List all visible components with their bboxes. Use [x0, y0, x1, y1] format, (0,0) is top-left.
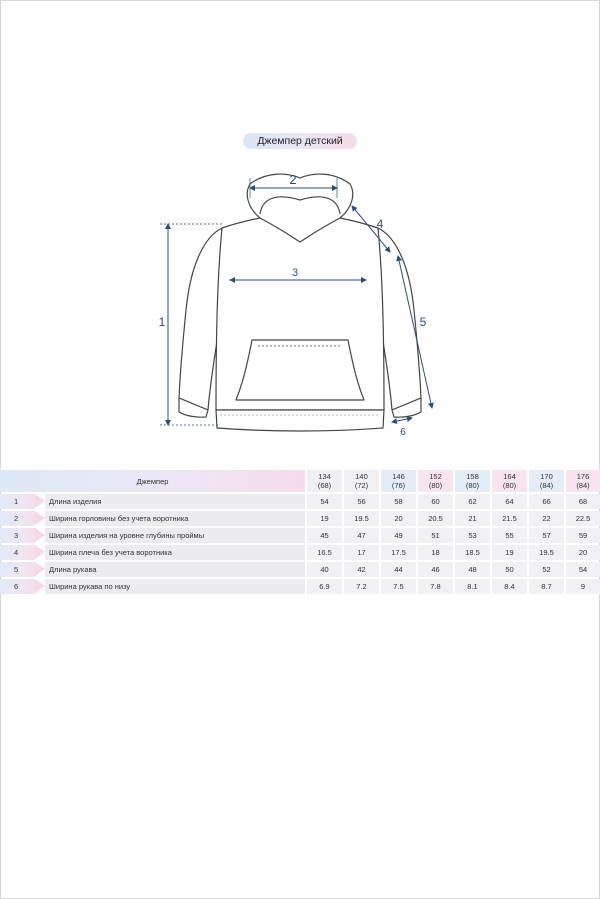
measurement-value: 49: [379, 528, 416, 543]
size-sub: (80): [428, 481, 443, 490]
measurement-value: 19: [490, 545, 527, 560]
header-label: Джемпер: [0, 470, 305, 492]
size-header: [342, 470, 379, 492]
measurement-value: 55: [490, 528, 527, 543]
measurement-value: 16.5: [305, 545, 342, 560]
measurement-value: 68: [564, 494, 600, 509]
row-number: 5: [0, 562, 35, 577]
table-row: [0, 528, 600, 543]
table-row: [0, 579, 600, 594]
table-row: [0, 562, 600, 577]
diagram-label-4: 4: [376, 217, 384, 231]
measurement-value: 20: [564, 545, 600, 560]
measurement-value: 6.9: [305, 579, 342, 594]
size-header: [453, 470, 490, 492]
size-sub: (72): [354, 481, 369, 490]
size-value: 158: [466, 472, 479, 481]
measurement-value: 17.5: [379, 545, 416, 560]
size-header: [490, 470, 527, 492]
row-arrow: [35, 528, 45, 543]
measurement-value: 46: [416, 562, 453, 577]
measurement-value: 57: [527, 528, 564, 543]
measurement-value: 7.8: [416, 579, 453, 594]
measurement-value: 18.5: [453, 545, 490, 560]
diagram-label-3: 3: [291, 267, 299, 279]
measurement-value: 7.2: [342, 579, 379, 594]
size-value: 170: [540, 472, 553, 481]
row-arrow: [35, 494, 45, 509]
measurement-value: 19: [305, 511, 342, 526]
size-value: 146: [392, 472, 405, 481]
measurement-name: Ширина плеча без учета воротника: [45, 545, 305, 560]
measurement-value: 54: [564, 562, 600, 577]
row-arrow: [35, 562, 45, 577]
row-number: 3: [0, 528, 35, 543]
measurement-value: 9: [564, 579, 600, 594]
measurement-value: 21: [453, 511, 490, 526]
measurement-value: 54: [305, 494, 342, 509]
measurement-value: 8.1: [453, 579, 490, 594]
row-number: 2: [0, 511, 35, 526]
arrow-right-icon: [35, 562, 45, 576]
arrow-right-icon: [35, 511, 45, 525]
row-number: 6: [0, 579, 35, 594]
measurement-value: 48: [453, 562, 490, 577]
row-arrow: [35, 579, 45, 594]
size-value: 134: [318, 472, 331, 481]
size-sub: (84): [539, 481, 554, 490]
size-sub: (80): [465, 481, 480, 490]
measurement-value: 59: [564, 528, 600, 543]
row-arrow: [35, 545, 45, 560]
measurement-value: 7.5: [379, 579, 416, 594]
diagram-label-2: 2: [289, 172, 297, 187]
diagram-label-6: 6: [400, 427, 406, 438]
arrow-right-icon: [35, 494, 45, 508]
measurement-value: 64: [490, 494, 527, 509]
arrow-right-icon: [35, 579, 45, 593]
size-header: [379, 470, 416, 492]
measurement-value: 62: [453, 494, 490, 509]
diagram-label-5: 5: [419, 315, 427, 329]
size-sub: (68): [317, 481, 332, 490]
size-sub: (84): [576, 481, 590, 490]
measurement-value: 20: [379, 511, 416, 526]
measurement-value: 18: [416, 545, 453, 560]
measurement-value: 8.4: [490, 579, 527, 594]
measurement-value: 47: [342, 528, 379, 543]
size-header: [527, 470, 564, 492]
size-value: 152: [429, 472, 442, 481]
measurement-name: Ширина горловины без учета воротника: [45, 511, 305, 526]
size-header: [416, 470, 453, 492]
measurement-value: 51: [416, 528, 453, 543]
measurement-value: 8.7: [527, 579, 564, 594]
measurement-name: Длина изделия: [45, 494, 305, 509]
hoodie-outline: [179, 174, 421, 431]
size-header: [564, 470, 600, 492]
size-table-header: [0, 470, 600, 492]
measurement-value: 20.5: [416, 511, 453, 526]
measurement-value: 66: [527, 494, 564, 509]
size-value: 140: [355, 472, 368, 481]
size-table: [0, 468, 600, 596]
measurement-value: 21.5: [490, 511, 527, 526]
measurement-value: 19.5: [527, 545, 564, 560]
measurement-value: 19.5: [342, 511, 379, 526]
measurement-name: Ширина рукава по низу: [45, 579, 305, 594]
arrow-right-icon: [35, 545, 45, 559]
page-title: Джемпер детский: [243, 133, 357, 149]
size-value: 164: [503, 472, 516, 481]
size-value: 176: [576, 472, 590, 481]
hoodie-diagram: [150, 160, 450, 445]
table-row: [0, 545, 600, 560]
measurement-value: 56: [342, 494, 379, 509]
measurement-value: 53: [453, 528, 490, 543]
measurement-value: 44: [379, 562, 416, 577]
measurement-value: 60: [416, 494, 453, 509]
size-header: [305, 470, 342, 492]
measurement-name: Длина рукава: [45, 562, 305, 577]
measurement-value: 58: [379, 494, 416, 509]
diagram-label-1: 1: [158, 315, 166, 329]
row-number: 1: [0, 494, 35, 509]
row-number: 4: [0, 545, 35, 560]
measurement-value: 22: [527, 511, 564, 526]
measurement-value: 17: [342, 545, 379, 560]
measurement-value: 42: [342, 562, 379, 577]
size-sub: (76): [391, 481, 406, 490]
table-row: [0, 511, 600, 526]
arrow-right-icon: [35, 528, 45, 542]
size-sub: (80): [502, 481, 517, 490]
measurement-value: 52: [527, 562, 564, 577]
measurement-value: 50: [490, 562, 527, 577]
measurement-value: 45: [305, 528, 342, 543]
measurement-value: 22.5: [564, 511, 600, 526]
table-row: [0, 494, 600, 509]
row-arrow: [35, 511, 45, 526]
measurement-value: 40: [305, 562, 342, 577]
measurement-name: Ширина изделия на уровне глубины проймы: [45, 528, 305, 543]
